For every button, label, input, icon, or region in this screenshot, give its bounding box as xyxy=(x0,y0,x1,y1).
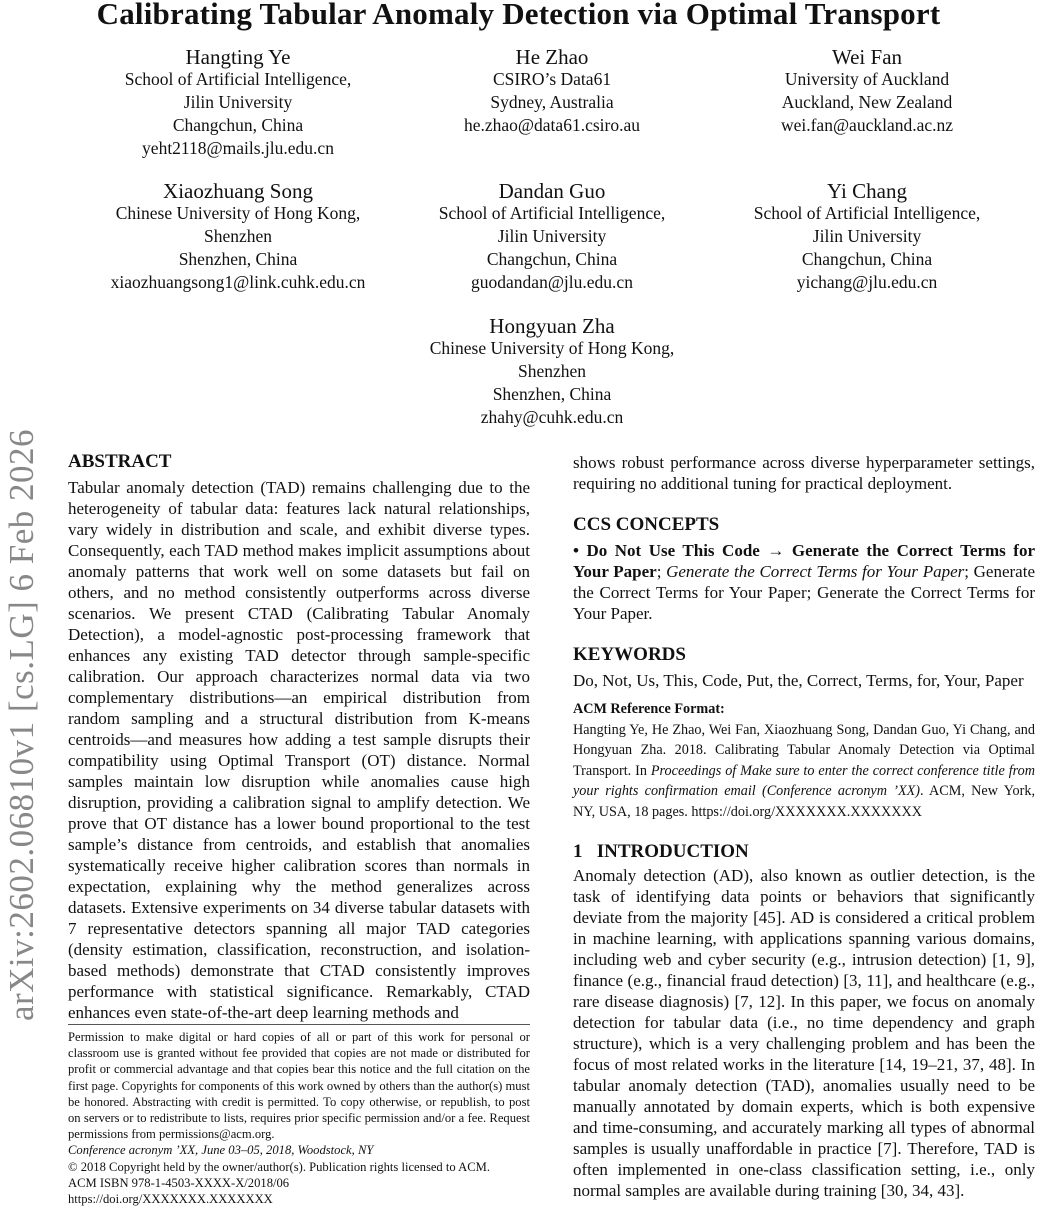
conference-info xyxy=(68,1142,530,1158)
left-column xyxy=(68,450,530,1023)
author-name: Yi Chang xyxy=(827,179,907,203)
author-affiliation: Shenzhen, China xyxy=(492,384,612,404)
author-email[interactable]: yeht2118@mails.jlu.edu.cn xyxy=(142,138,334,158)
keywords-heading: KEYWORDS xyxy=(573,644,686,665)
author-affiliation: Auckland, New Zealand xyxy=(781,92,953,112)
author-block xyxy=(702,178,1032,294)
abstract-text: Tabular anomaly detection (TAD) remains challenging due to the heterogeneity of tabular data: features lack natural relationships, vary widely in distribution and scale, and exhibit diverse types. Consequently, each TAD method makes implicit assumptions about anomaly patterns that work well on some datasets but fail on others, and no method consistently outperforms across diverse scenarios. We present CTAD (Calibrating Tabular Anomaly Detection), a model-agnostic post-processing framework that enhances any existing TAD detector through sample-specific calibration. Our approach characterizes normal data via two complementary distributions—an empirical distribution from random sampling and a structural distribution from K-means centroids—and measures how adding a test sample disrupts their compatibility using Optimal Transport (OT) distance. Normal samples maintain low disruption while anomalies cause high disruption, providing a calibration signal to amplify detection. We prove that OT distance has a lower bound proportional to the test sample’s distance from centroids, and establish that anomalies systematically receive higher calibration scores than normals in expectation, explaining why the method generalizes across datasets. Extensive experiments on 34 diverse tabular datasets with 7 representative detectors spanning all major TAD categories (density estimation, classification, reconstruction, and isolation-based methods) demonstrate that CTAD consistently improves performance with statistical significance. Remarkably, CTAD enhances even state-of-the-art deep learning methods and xyxy=(68,478,530,1022)
author-name: He Zhao xyxy=(515,45,589,69)
author-email[interactable]: yichang@jlu.edu.cn xyxy=(796,272,938,292)
author-block xyxy=(73,178,403,294)
author-email[interactable]: xiaozhuangsong1@link.cuhk.edu.cn xyxy=(110,272,366,292)
ccs-concept: Do Not Use This Code → Generate the Correct Terms for Your Paper xyxy=(573,541,1036,581)
ccs-bullet: • xyxy=(573,541,579,560)
acm-reference-text xyxy=(573,720,1035,823)
keywords-text: Do, Not, Us, This, Code, Put, the, Correct, Terms, for, Your, Paper xyxy=(573,671,1024,690)
author-affiliation: Shenzhen xyxy=(203,226,273,246)
author-affiliation: Chinese University of Hong Kong, xyxy=(429,338,675,358)
author-email[interactable]: he.zhao@data61.csiro.au xyxy=(464,115,640,135)
author-affiliation: CSIRO’s Data61 xyxy=(492,69,612,89)
author-email[interactable]: guodandan@jlu.edu.cn xyxy=(471,272,633,292)
author-affiliation: Shenzhen, China xyxy=(178,249,298,269)
copyright-line: © 2018 Copyright held by the owner/author(s). Publication rights licensed to ACM. xyxy=(68,1159,490,1174)
isbn-line: ACM ISBN 978-1-4503-XXXX-X/2018/06 xyxy=(68,1175,290,1190)
acm-reference xyxy=(573,699,1035,822)
doi-link[interactable]: https://doi.org/XXXXXXX.XXXXXXX xyxy=(68,1192,273,1207)
acm-ref-pre: Hangting Ye, He Zhao, Wei Fan, Xiaozhuang Song, Dandan Guo, Yi Chang, and Hongyuan Zha. 2018. Calibrating Tabular Anomaly Detection via Optimal Transport. In xyxy=(573,721,1035,779)
arxiv-stamp: arXiv:2602.06810v1 [cs.LG] 6 Feb 2026 xyxy=(2,428,41,1022)
conference-text: Conference acronym ’XX, June 03–05, 2018, Woodstock, NY xyxy=(68,1143,374,1158)
section-number: 1 xyxy=(573,841,583,862)
author-affiliation: Jilin University xyxy=(812,226,922,246)
author-block xyxy=(387,313,717,429)
footnote xyxy=(68,1024,530,1207)
author-block xyxy=(387,178,717,294)
author-affiliation: Jilin University xyxy=(497,226,607,246)
ccs-rest: ; Generate the Correct Terms for Your Paper; Generate the Correct Terms for Your Paper. xyxy=(573,562,1035,623)
author-affiliation: University of Auckland xyxy=(784,69,950,89)
author-affiliation: Sydney, Australia xyxy=(490,92,614,112)
author-affiliation: Shenzhen xyxy=(517,361,587,381)
author-affiliation: Chinese University of Hong Kong, xyxy=(115,203,361,223)
right-column xyxy=(573,452,1035,1201)
permission-notice: Permission to make digital or hard copies of all or part of this work for personal or classroom use is granted without fee provided that copies are not made or distributed for profit or commercial advantage and that copies bear this notice and the full citation on the first page. Copyrights for components of this work owned by others than the author(s) must be honored. Abstracting with credit is permitted. To copy otherwise, or republish, to post on servers or to redistribute to lists, requires prior specific permission and/or a fee. Request permissions from permissions@acm.org. xyxy=(68,1030,530,1142)
ccs-concept-italic: Generate the Correct Terms for Your Paper xyxy=(666,562,965,581)
author-name: Hongyuan Zha xyxy=(489,314,615,338)
author-affiliation: Changchun, China xyxy=(486,249,618,269)
author-name: Xiaozhuang Song xyxy=(163,179,313,203)
author-affiliation: School of Artificial Intelligence, xyxy=(753,203,981,223)
author-block xyxy=(387,44,717,137)
intro-text: Anomaly detection (AD), also known as outlier detection, is the task of identifying data points or behaviors that significantly deviate from the majority [45]. AD is considered a critical problem in machine learning, with applications spanning various domains, including web and cyber security (e.g., intrusion detection) [1, 9], finance (e.g., financial fraud detection) [3, 11], and healthcare (e.g., rare disease diagnosis) [7, 12]. In this paper, we focus on anomaly detection for tabular data (i.e., no time dependency and graph structure), which is a very challenging problem and has been the focus of most related works in the literature [14, 19–21, 37, 48]. In tabular anomaly detection (TAD), anomalies usually need to be manually annotated by domain experts, which is both expensive and time-consuming, and accurately marking all types of abnormal samples is usually unaffordable in practice [7]. Therefore, TAD is often implemented in one-class classification setting, i.e., only normal samples are available during training [30, 34, 43]. xyxy=(573,866,1035,1200)
author-name: Dandan Guo xyxy=(498,179,606,203)
acm-reference-heading: ACM Reference Format: xyxy=(573,701,725,717)
abstract-continuation: shows robust performance across diverse hyperparameter settings, requiring no additional tuning for practical deployment. xyxy=(573,453,1035,493)
author-affiliation: School of Artificial Intelligence, xyxy=(438,203,666,223)
ccs-heading: CCS CONCEPTS xyxy=(573,514,720,535)
section-title: INTRODUCTION xyxy=(596,841,749,862)
author-affiliation: School of Artificial Intelligence, xyxy=(124,69,352,89)
paper-title: Calibrating Tabular Anomaly Detection via Optimal Transport xyxy=(96,0,941,31)
author-email[interactable]: zhahy@cuhk.edu.cn xyxy=(480,407,624,427)
author-block xyxy=(702,44,1032,137)
abstract-heading: ABSTRACT xyxy=(68,451,172,472)
author-affiliation: Changchun, China xyxy=(801,249,933,269)
author-affiliation: Jilin University xyxy=(183,92,293,112)
author-name: Wei Fan xyxy=(831,45,903,69)
acm-ref-proceedings: Proceedings of Make sure to enter the correct conference title from your rights confirmation email (Conference acronym ’XX) xyxy=(573,762,1036,799)
ccs-text: • Do Not Use This Code → Generate the Correct Terms for Your Paper; Generate the Correct Terms for Your Paper; Generate the Correct Terms for Your Paper; Generate the Correct Terms for Your Paper. xyxy=(573,541,1036,623)
author-affiliation: Changchun, China xyxy=(172,115,304,135)
author-name: Hangting Ye xyxy=(185,45,291,69)
intro-heading xyxy=(573,840,1035,864)
author-email[interactable]: wei.fan@auckland.ac.nz xyxy=(780,115,954,135)
author-block xyxy=(73,44,403,160)
acm-ref-post: . ACM, New York, NY, USA, 18 pages. https://doi.org/XXXXXXX.XXXXXXX xyxy=(573,783,1035,820)
